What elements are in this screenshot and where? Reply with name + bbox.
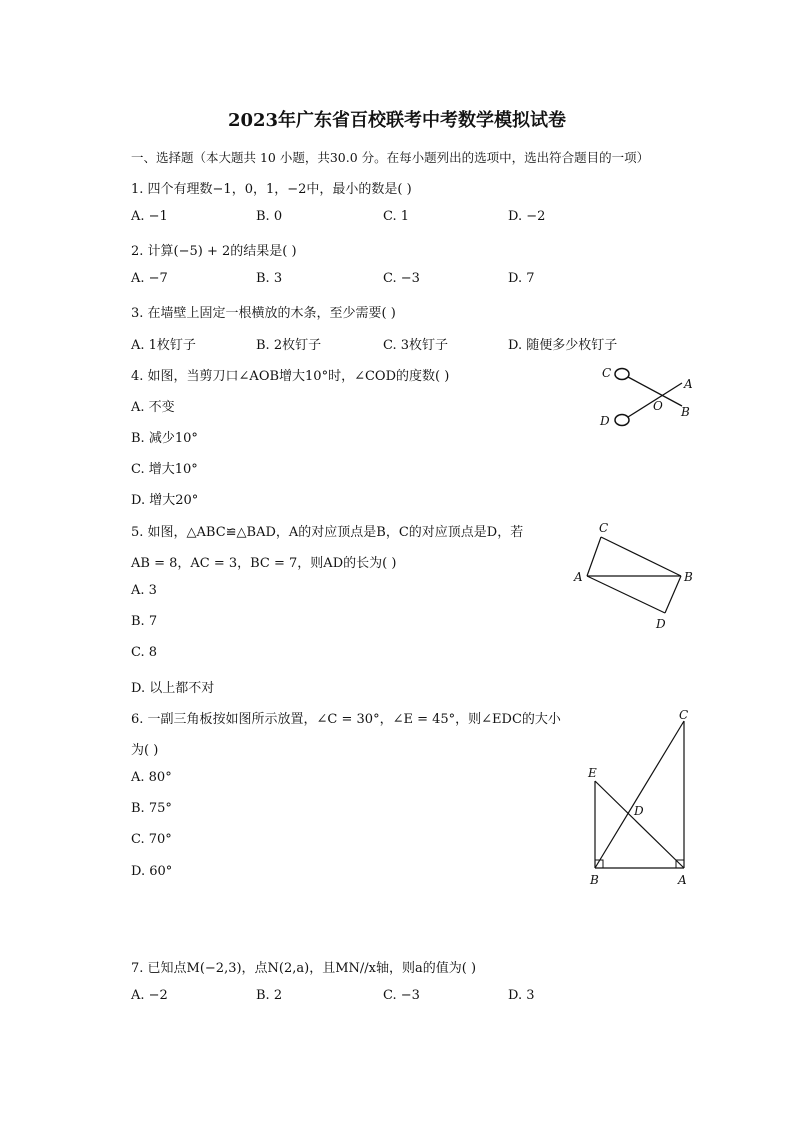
q5-option-d[interactable]: D. 以上都不对 bbox=[131, 681, 215, 696]
q2-option-c[interactable]: C. −3 bbox=[383, 271, 420, 286]
q6-option-a[interactable]: A. 80° bbox=[131, 770, 172, 785]
label-b: B bbox=[684, 570, 693, 584]
q2-option-a[interactable]: A. −7 bbox=[131, 271, 168, 286]
label-o: O bbox=[653, 399, 663, 413]
q4-option-b[interactable]: B. 减少10° bbox=[131, 431, 198, 446]
segment-ac bbox=[587, 537, 601, 576]
congruent-triangles-figure bbox=[565, 515, 700, 635]
question-4: 4. 如图，当剪刀口∠AOB增大10°时，∠COD的度数( ) bbox=[131, 369, 450, 384]
q1-option-c[interactable]: C. 1 bbox=[383, 209, 410, 224]
question-5-line2: AB = 8，AC = 3，BC = 7，则AD的长为( ) bbox=[131, 556, 397, 571]
q4-option-c[interactable]: C. 增大10° bbox=[131, 462, 198, 477]
q3-option-b[interactable]: B. 2枚钉子 bbox=[256, 338, 322, 353]
question-7: 7. 已知点M(−2,3)，点N(2,a)，且MN//x轴，则a的值为( ) bbox=[131, 961, 477, 976]
q3-option-d[interactable]: D. 随便多少枚钉子 bbox=[508, 338, 618, 353]
q5-option-a[interactable]: A. 3 bbox=[131, 583, 157, 598]
question-6: 6. 一副三角板按如图所示放置，∠C = 30°，∠E = 45°，则∠EDC的大小 bbox=[131, 712, 561, 727]
q7-option-b[interactable]: B. 2 bbox=[256, 988, 283, 1003]
label-c: C bbox=[599, 521, 609, 535]
q6-option-b[interactable]: B. 75° bbox=[131, 801, 172, 816]
q4-option-a[interactable]: A. 不变 bbox=[131, 400, 175, 415]
segment-bd bbox=[665, 576, 681, 613]
set-squares-figure bbox=[580, 705, 700, 890]
question-1: 1. 四个有理数−1，0，1，−2中，最小的数是( ) bbox=[131, 182, 412, 197]
q4-option-d[interactable]: D. 增大20° bbox=[131, 493, 199, 508]
label-c: C bbox=[602, 366, 612, 380]
q3-option-c[interactable]: C. 3枚钉子 bbox=[383, 338, 449, 353]
question-5: 5. 如图，△ABC≌△BAD，A的对应顶点是B，C的对应顶点是D，若 bbox=[131, 525, 524, 540]
label-e: E bbox=[588, 766, 597, 780]
q2-option-b[interactable]: B. 3 bbox=[256, 271, 283, 286]
scissors-figure bbox=[590, 358, 700, 433]
q1-option-d[interactable]: D. −2 bbox=[508, 209, 546, 224]
label-d: D bbox=[634, 804, 644, 818]
q3-option-a[interactable]: A. 1枚钉子 bbox=[131, 338, 196, 353]
q7-option-d[interactable]: D. 3 bbox=[508, 988, 535, 1003]
q1-option-b[interactable]: B. 0 bbox=[256, 209, 283, 224]
label-d: D bbox=[600, 414, 610, 428]
question-6-line2: 为( ) bbox=[131, 743, 159, 758]
label-a: A bbox=[678, 873, 687, 887]
segment-cb bbox=[601, 537, 681, 576]
q5-option-c[interactable]: C. 8 bbox=[131, 645, 158, 660]
scissors-handle-d bbox=[615, 415, 629, 426]
q6-option-c[interactable]: C. 70° bbox=[131, 832, 172, 847]
segment-ad bbox=[587, 576, 665, 613]
q7-option-c[interactable]: C. −3 bbox=[383, 988, 420, 1003]
label-b: B bbox=[681, 405, 690, 419]
q1-option-a[interactable]: A. −1 bbox=[131, 209, 168, 224]
label-a: A bbox=[684, 377, 693, 391]
page-title: 2023年广东省百校联考中考数学模拟试卷 bbox=[227, 110, 567, 131]
section-heading: 一、选择题（本大题共 10 小题，共30.0 分。在每小题列出的选项中，选出符合题目的一项） bbox=[131, 150, 650, 165]
question-3: 3. 在墙壁上固定一根横放的木条，至少需要( ) bbox=[131, 306, 396, 321]
label-b: B bbox=[590, 873, 599, 887]
scissors-handle-c bbox=[615, 369, 629, 380]
q7-option-a[interactable]: A. −2 bbox=[131, 988, 168, 1003]
q5-option-b[interactable]: B. 7 bbox=[131, 614, 158, 629]
question-2: 2. 计算(−5) + 2的结果是( ) bbox=[131, 244, 297, 259]
label-c: C bbox=[679, 708, 689, 722]
label-a: A bbox=[574, 570, 583, 584]
q6-option-d[interactable]: D. 60° bbox=[131, 864, 173, 879]
q2-option-d[interactable]: D. 7 bbox=[508, 271, 535, 286]
label-d: D bbox=[656, 617, 666, 631]
